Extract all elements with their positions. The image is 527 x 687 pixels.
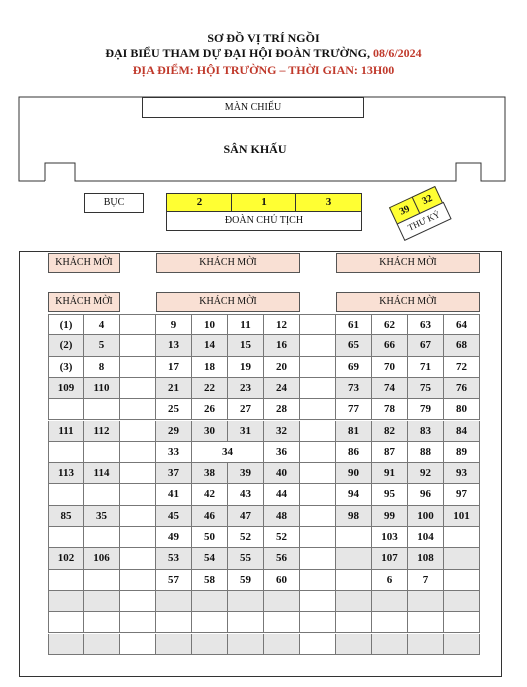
- seat-cell: 93: [444, 463, 480, 484]
- seat-cell: (1): [48, 314, 84, 335]
- seat-cell: 68: [444, 335, 480, 356]
- seat-cell: [336, 591, 372, 612]
- secretary-seat: 39: [389, 196, 421, 224]
- seat-cell: [120, 612, 156, 633]
- seat-cell: 102: [48, 548, 84, 569]
- seat-cell: 41: [156, 484, 192, 505]
- seat-cell: [444, 548, 480, 569]
- seat-cell: [300, 570, 336, 591]
- seat-cell: 111: [48, 421, 84, 442]
- seat-cell: 16: [264, 335, 300, 356]
- seat-cell: 38: [192, 463, 228, 484]
- seat-cell: [264, 634, 300, 655]
- seat-cell: 84: [444, 421, 480, 442]
- seat-cell: 22: [192, 378, 228, 399]
- seat-cell: [300, 612, 336, 633]
- seat-cell: [336, 612, 372, 633]
- seat-cell: [336, 634, 372, 655]
- presidium-seat: 2: [166, 193, 233, 212]
- seat-cell: 95: [372, 484, 408, 505]
- seat-cell: [192, 612, 228, 633]
- seat-cell: 35: [84, 506, 120, 527]
- seat-cell: [120, 548, 156, 569]
- seat-cell: 37: [156, 463, 192, 484]
- seat-cell: 60: [264, 570, 300, 591]
- seat-cell: 108: [408, 548, 444, 569]
- seat-cell: [84, 591, 120, 612]
- seat-cell: 10: [192, 314, 228, 335]
- seat-cell: [336, 548, 372, 569]
- seat-cell: [48, 399, 84, 420]
- seat-cell: 42: [192, 484, 228, 505]
- seat-cell: 28: [264, 399, 300, 420]
- seat-cell: 73: [336, 378, 372, 399]
- seat-cell: 58: [192, 570, 228, 591]
- seat-cell: [372, 612, 408, 633]
- seat-cell: 98: [336, 506, 372, 527]
- seat-cell: 53: [156, 548, 192, 569]
- seat-cell: [300, 335, 336, 356]
- seat-cell: 62: [372, 314, 408, 335]
- seat-cell: [264, 591, 300, 612]
- seat-cell: [336, 570, 372, 591]
- seat-cell: 75: [408, 378, 444, 399]
- presidium-label: ĐOÀN CHỦ TỊCH: [166, 211, 362, 231]
- seat-cell: [156, 612, 192, 633]
- seat-cell: [84, 612, 120, 633]
- seat-cell: [300, 421, 336, 442]
- presidium-seat: 3: [295, 193, 362, 212]
- seat-cell: [120, 484, 156, 505]
- seat-cell: [372, 591, 408, 612]
- seat-cell: [120, 591, 156, 612]
- seat-cell: [300, 484, 336, 505]
- seat-cell: [444, 634, 480, 655]
- seat-cell: 86: [336, 442, 372, 463]
- seat-cell: [408, 634, 444, 655]
- guest-section-label: KHÁCH MỜI: [48, 253, 120, 273]
- seat-cell: 110: [84, 378, 120, 399]
- seat-cell: 46: [192, 506, 228, 527]
- seat-cell: [120, 378, 156, 399]
- seat-cell: 25: [156, 399, 192, 420]
- seat-cell: [84, 399, 120, 420]
- seat-cell: 81: [336, 421, 372, 442]
- seat-cell: 57: [156, 570, 192, 591]
- seat-cell: [228, 634, 264, 655]
- seat-cell: [300, 463, 336, 484]
- seat-cell: 27: [228, 399, 264, 420]
- seat-cell: 7: [408, 570, 444, 591]
- seat-cell: 14: [192, 335, 228, 356]
- seat-cell: 12: [264, 314, 300, 335]
- seat-cell: 6: [372, 570, 408, 591]
- seat-cell: [300, 506, 336, 527]
- seat-cell: [84, 484, 120, 505]
- seat-cell: [300, 314, 336, 335]
- seat-cell: [84, 570, 120, 591]
- seat-cell: 94: [336, 484, 372, 505]
- seat-cell: 44: [264, 484, 300, 505]
- secretary-block: [389, 186, 451, 243]
- seat-cell: [300, 399, 336, 420]
- seat-cell: 104: [408, 527, 444, 548]
- seat-cell: 77: [336, 399, 372, 420]
- seat-cell: 26: [192, 399, 228, 420]
- seat-cell: 112: [84, 421, 120, 442]
- seat-cell: 8: [84, 357, 120, 378]
- seat-cell: 76: [444, 378, 480, 399]
- seat-cell: 32: [264, 421, 300, 442]
- seat-cell: [48, 570, 84, 591]
- seat-cell: [120, 399, 156, 420]
- seat-cell: [48, 591, 84, 612]
- seat-cell: [120, 335, 156, 356]
- seat-cell: 74: [372, 378, 408, 399]
- seat-cell: [336, 527, 372, 548]
- seat-cell: [120, 570, 156, 591]
- seat-cell: [300, 591, 336, 612]
- seat-cell: 96: [408, 484, 444, 505]
- seat-cell: [192, 634, 228, 655]
- seating-grid: [19, 251, 502, 677]
- seat-cell: 61: [336, 314, 372, 335]
- seat-cell: 70: [372, 357, 408, 378]
- seat-cell: [192, 591, 228, 612]
- seat-cell: [120, 634, 156, 655]
- seat-cell: [228, 612, 264, 633]
- seat-cell: [228, 591, 264, 612]
- seat-cell: 67: [408, 335, 444, 356]
- seat-cell: [84, 442, 120, 463]
- seat-cell: [300, 442, 336, 463]
- event-name: ĐẠI BIỂU THAM DỰ ĐẠI HỘI ĐOÀN TRƯỜNG,: [105, 46, 370, 60]
- seat-cell: 87: [372, 442, 408, 463]
- venue-time: ĐỊA ĐIỂM: HỘI TRƯỜNG – THỜI GIAN: 13H00: [132, 63, 395, 77]
- guest-section-label: KHÁCH MỜI: [48, 292, 120, 312]
- seat-cell: 21: [156, 378, 192, 399]
- seat-cell: 19: [228, 357, 264, 378]
- seat-cell: 114: [84, 463, 120, 484]
- seat-cell: [120, 314, 156, 335]
- seat-cell: [372, 634, 408, 655]
- seat-cell: 97: [444, 484, 480, 505]
- seat-cell: [408, 612, 444, 633]
- seat-cell: 13: [156, 335, 192, 356]
- seat-cell: 64: [444, 314, 480, 335]
- seat-cell: 82: [372, 421, 408, 442]
- seat-cell: [444, 612, 480, 633]
- seat-cell: 89: [444, 442, 480, 463]
- seat-cell: 71: [408, 357, 444, 378]
- seat-cell: 66: [372, 335, 408, 356]
- seat-cell: 92: [408, 463, 444, 484]
- seat-cell: 91: [372, 463, 408, 484]
- guest-section-label: KHÁCH MỜI: [156, 292, 300, 312]
- seat-cell: 20: [264, 357, 300, 378]
- seat-cell: [48, 612, 84, 633]
- seat-cell: 99: [372, 506, 408, 527]
- seat-cell: 29: [156, 421, 192, 442]
- seat-cell: [444, 570, 480, 591]
- guest-section-label: KHÁCH MỜI: [336, 292, 480, 312]
- seat-cell: 36: [264, 442, 300, 463]
- seat-cell: 63: [408, 314, 444, 335]
- seat-cell: 88: [408, 442, 444, 463]
- seat-cell: 79: [408, 399, 444, 420]
- seat-cell: [408, 591, 444, 612]
- seat-cell: 4: [84, 314, 120, 335]
- seat-cell: 106: [84, 548, 120, 569]
- seat-cell: 43: [228, 484, 264, 505]
- projection-screen: MÀN CHIẾU: [142, 97, 364, 118]
- seat-cell: 107: [372, 548, 408, 569]
- seat-cell: 33: [156, 442, 192, 463]
- guest-section-label: KHÁCH MỜI: [336, 253, 480, 273]
- seat-cell: 54: [192, 548, 228, 569]
- seat-cell: 69: [336, 357, 372, 378]
- seat-cell: 50: [192, 527, 228, 548]
- seat-cell: 49: [156, 527, 192, 548]
- seat-cell: 85: [48, 506, 84, 527]
- seat-cell: 5: [84, 335, 120, 356]
- seat-cell: [444, 527, 480, 548]
- seat-cell: [300, 634, 336, 655]
- guest-section-label: KHÁCH MỜI: [156, 253, 300, 273]
- seat-cell: [300, 378, 336, 399]
- seat-cell: 40: [264, 463, 300, 484]
- seat-cell: [84, 634, 120, 655]
- seat-cell: 103: [372, 527, 408, 548]
- seat-cell: 80: [444, 399, 480, 420]
- seat-cell: 30: [192, 421, 228, 442]
- seat-cell: (3): [48, 357, 84, 378]
- seat-cell: 83: [408, 421, 444, 442]
- seat-cell: [156, 634, 192, 655]
- seat-cell: 31: [228, 421, 264, 442]
- seat-cell: [48, 442, 84, 463]
- presidium-seat: 1: [231, 193, 297, 212]
- seat-cell: 23: [228, 378, 264, 399]
- seat-cell: [120, 506, 156, 527]
- secretary-seat: 32: [412, 186, 444, 214]
- seat-cell: 56: [264, 548, 300, 569]
- seat-cell: 55: [228, 548, 264, 569]
- seat-cell: 9: [156, 314, 192, 335]
- stage-outline: [0, 0, 527, 190]
- secretary-label: THƯ KÝ: [396, 202, 451, 241]
- seat-cell: 78: [372, 399, 408, 420]
- seat-cell: [264, 612, 300, 633]
- stage-label: SÂN KHẤU: [223, 142, 287, 156]
- seat-cell: 59: [228, 570, 264, 591]
- seat-cell: [156, 591, 192, 612]
- seat-cell: 52: [228, 527, 264, 548]
- seat-cell: [444, 591, 480, 612]
- seat-cell: [120, 442, 156, 463]
- event-date: 08/6/2024: [373, 46, 422, 60]
- seat-cell: 24: [264, 378, 300, 399]
- seat-cell: 11: [228, 314, 264, 335]
- seat-cell: [120, 357, 156, 378]
- seat-cell: 39: [228, 463, 264, 484]
- seat-cell: [120, 421, 156, 442]
- seat-cell: 17: [156, 357, 192, 378]
- seat-cell: 72: [444, 357, 480, 378]
- seat-cell: 45: [156, 506, 192, 527]
- podium: BỤC: [84, 193, 144, 213]
- seat-cell: 65: [336, 335, 372, 356]
- seat-cell: [120, 527, 156, 548]
- page-title: SƠ ĐỒ VỊ TRÍ NGỒI: [207, 31, 320, 45]
- seat-cell: 101: [444, 506, 480, 527]
- seat-cell: 109: [48, 378, 84, 399]
- seat-cell: 100: [408, 506, 444, 527]
- seat-cell: [120, 463, 156, 484]
- seat-cell: [48, 527, 84, 548]
- seat-cell: 34: [192, 442, 264, 463]
- seat-cell: [300, 548, 336, 569]
- seat-cell: 18: [192, 357, 228, 378]
- seat-cell: [48, 484, 84, 505]
- seat-cell: (2): [48, 335, 84, 356]
- seat-cell: 15: [228, 335, 264, 356]
- seat-cell: 113: [48, 463, 84, 484]
- seat-cell: [300, 527, 336, 548]
- seat-cell: 52: [264, 527, 300, 548]
- seat-cell: [48, 634, 84, 655]
- seat-cell: 47: [228, 506, 264, 527]
- seat-cell: [300, 357, 336, 378]
- seat-cell: 90: [336, 463, 372, 484]
- seat-cell: [84, 527, 120, 548]
- seat-cell: 48: [264, 506, 300, 527]
